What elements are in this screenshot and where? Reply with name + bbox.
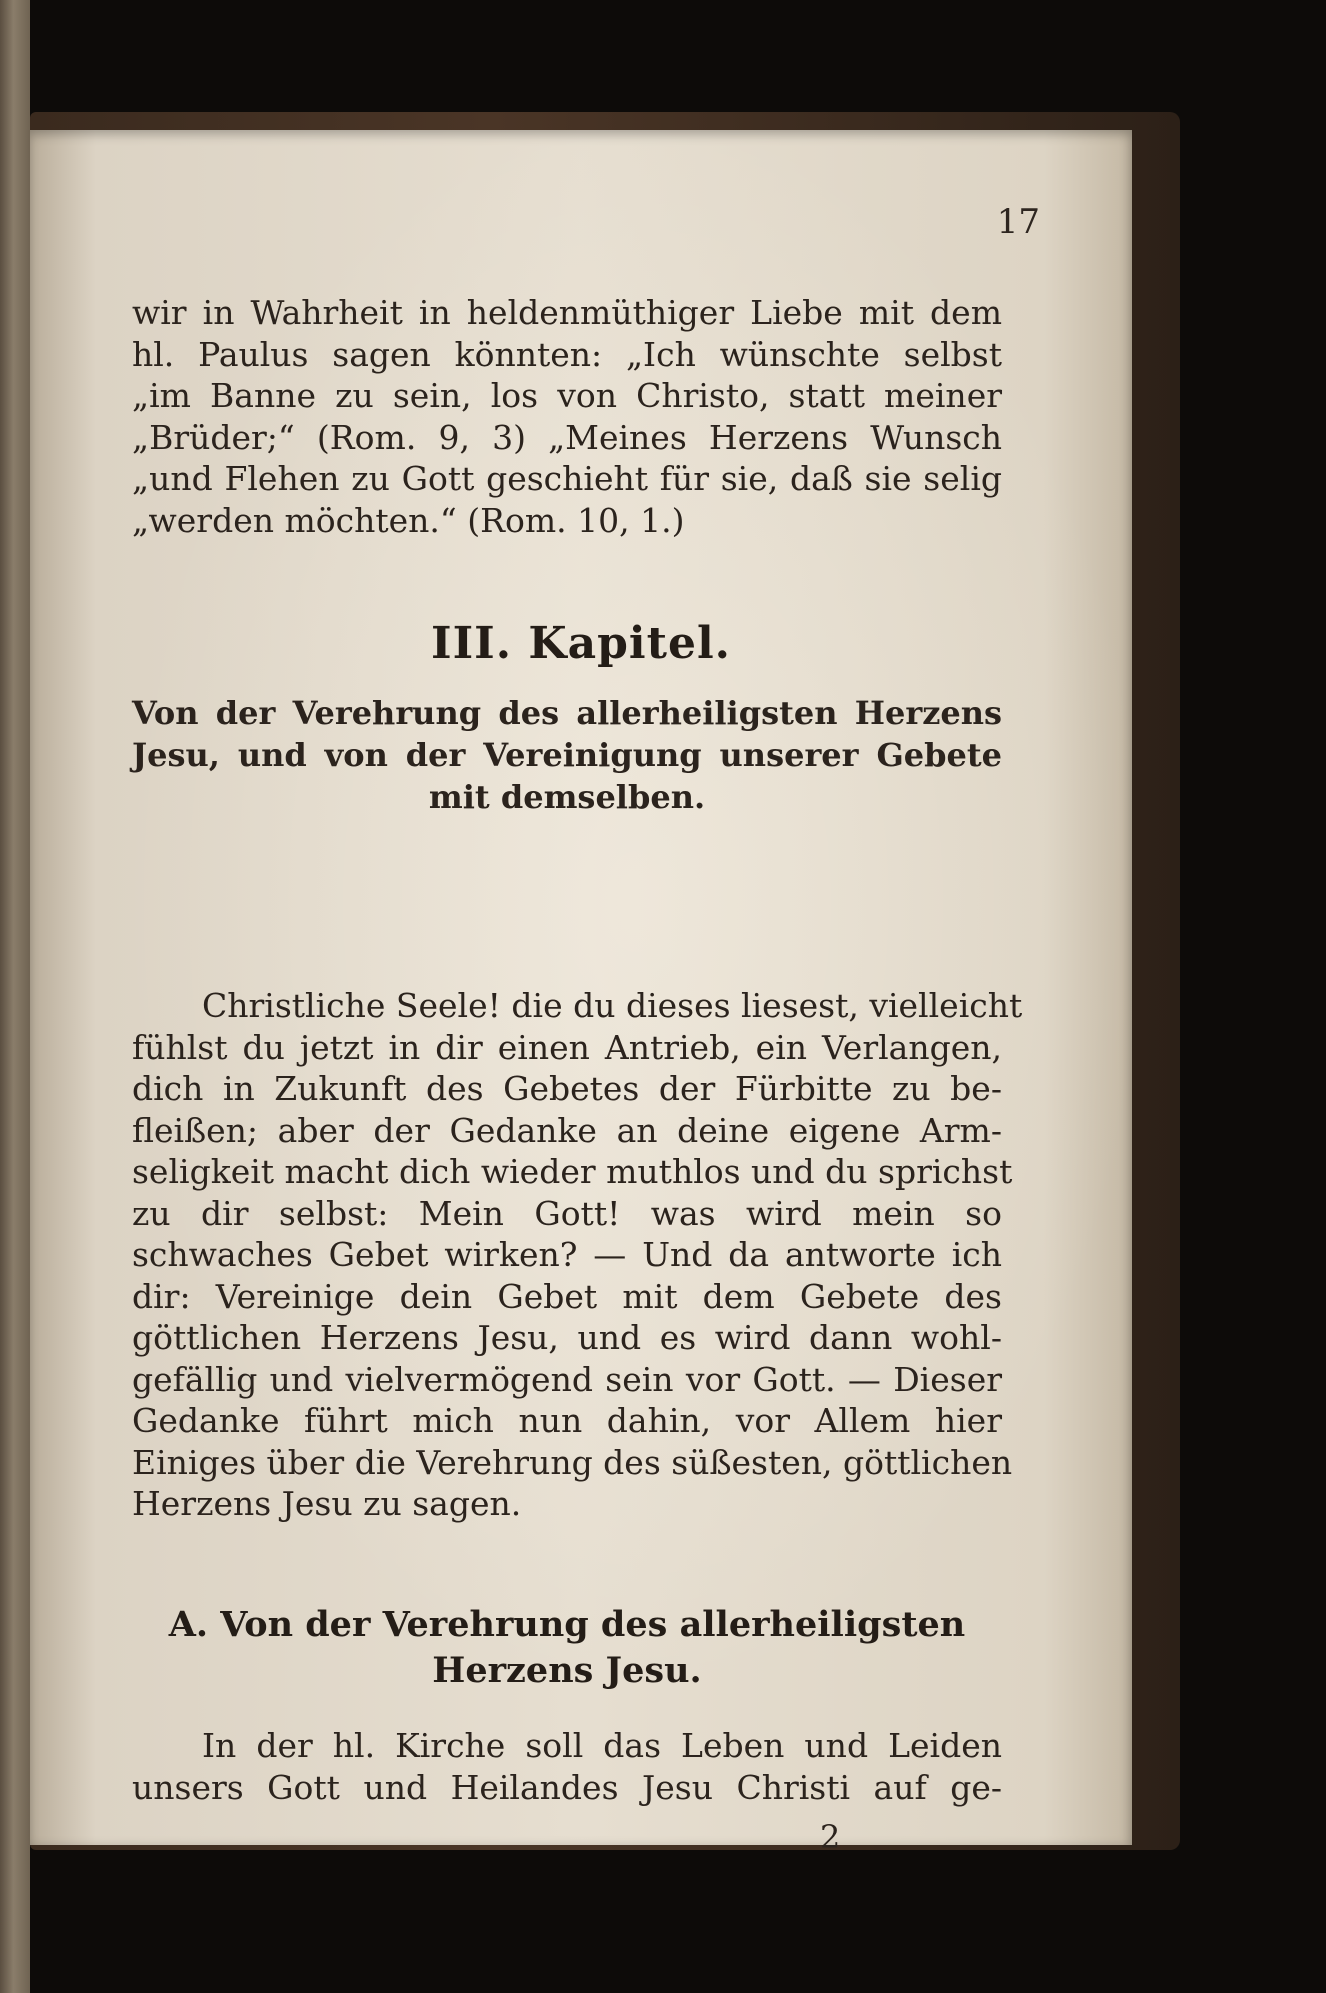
paragraph-top: [132, 292, 1002, 541]
chapter-title: III. Kapitel.: [431, 618, 731, 669]
text-line: „Brüder;“ (Rom. 9, 3) „Meines Herzens Wunsch: [132, 417, 1002, 457]
text-line: zu dir selbst: Mein Gott! was wird mein so: [132, 1193, 1002, 1233]
subtitle-line: Von der Verehrung des allerheiligsten Herzens: [132, 694, 1002, 732]
text-line: Einiges über die Verehrung des süßesten, göttlichen: [132, 1442, 1013, 1482]
subtitle-line: Jesu, und von der Vereinigung unserer Gebete: [132, 736, 1002, 774]
page-number: 17: [996, 202, 1040, 242]
text-line: schwaches Gebet wirken? — Und da antworte ich: [132, 1235, 1002, 1274]
text-line: dir: Vereinige dein Gebet mit dem Gebete des: [132, 1276, 1002, 1316]
text-line: fühlst du jetzt in dir einen Antrieb, ein Verlangen,: [132, 1027, 1002, 1067]
paragraph-end: [132, 1725, 1002, 1808]
text-line: Herzens Jesu zu sagen.: [132, 1484, 522, 1523]
text-line: „und Flehen zu Gott geschieht für sie, daß sie selig: [132, 459, 1002, 498]
section-heading: [132, 1602, 1002, 1694]
text-line: hl. Paulus sagen könnten: „Ich wünschte selbst: [132, 334, 1002, 374]
text-line: In der hl. Kirche soll das Leben und Leiden: [202, 1726, 1002, 1765]
text-line: fleißen; aber der Gedanke an deine eigene Arm-: [132, 1110, 1002, 1150]
chapter-subtitle: [132, 692, 1002, 818]
text-line: göttlichen Herzens Jesu, und es wird dann wohl-: [132, 1318, 1002, 1357]
section-heading-line: Herzens Jesu.: [432, 1650, 702, 1691]
signature-mark: 2: [820, 1818, 841, 1856]
text-line: Gedanke führt mich nun dahin, vor Allem hier: [132, 1401, 1002, 1440]
book-binding: [0, 0, 30, 1993]
section-heading-line: A. Von der Verehrung des allerheiligsten: [168, 1604, 966, 1645]
text-line: wir in Wahrheit in heldenmüthiger Liebe mit dem: [132, 293, 1002, 332]
text-line: Christliche Seele! die du dieses liesest, vielleicht: [202, 986, 1023, 1025]
subtitle-line: mit demselben.: [428, 778, 706, 816]
text-line: dich in Zukunft des Gebetes der Fürbitte zu be-: [132, 1069, 1002, 1108]
text-line: „werden möchten.“ (Rom. 10, 1.): [132, 500, 685, 540]
text-line: „im Banne zu sein, los von Christo, statt meiner: [132, 376, 1002, 415]
book-page: [30, 130, 1132, 1856]
text-line: seligkeit macht dich wieder muthlos und du sprichst: [132, 1152, 1013, 1191]
paragraph-main: [132, 985, 1023, 1525]
text-line: gefällig und vielvermögend sein vor Gott. — Dieser: [132, 1359, 1002, 1399]
text-line: unsers Gott und Heilandes Jesu Christi auf ge-: [132, 1767, 1002, 1807]
